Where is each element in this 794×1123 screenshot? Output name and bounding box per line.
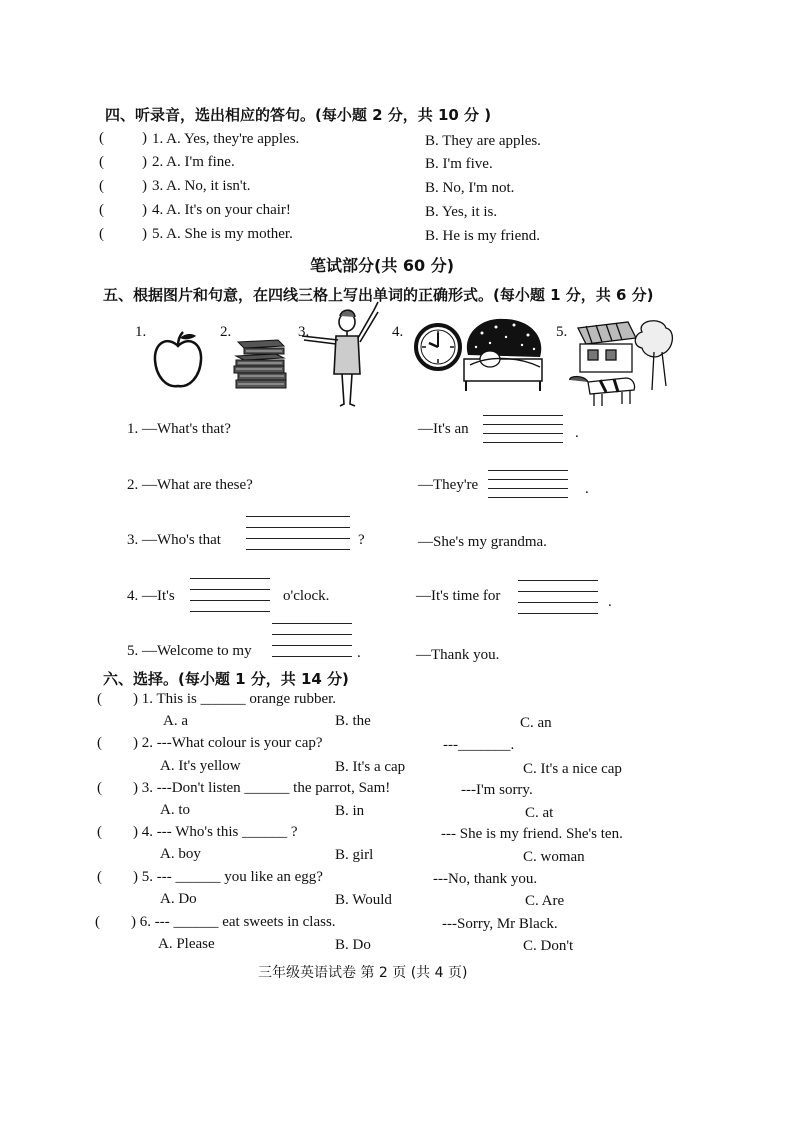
apple-picture <box>150 330 206 392</box>
picture-label: 4. <box>392 324 404 340</box>
mc-question: ) 2. ---What colour is your cap? <box>133 735 323 751</box>
q5-1-question: 1. —What's that? <box>127 421 231 437</box>
four-line-grid[interactable] <box>272 623 352 653</box>
q5-2-period: . <box>585 481 589 497</box>
four-line-grid[interactable] <box>518 580 598 610</box>
mc-response: ---Sorry, Mr Black. <box>442 916 558 932</box>
mc-option-b: B. Do <box>335 937 371 953</box>
bracket-close: ) <box>142 154 147 170</box>
mc-option-a: A. It's yellow <box>160 758 241 774</box>
q5-4-period: . <box>608 594 612 610</box>
answer-bracket[interactable]: ( <box>97 824 102 840</box>
mc-question: ) 5. --- ______ you like an egg? <box>133 869 323 885</box>
option-b: B. Yes, it is. <box>425 204 498 220</box>
mc-question: ) 6. --- ______ eat sweets in class. <box>131 914 336 930</box>
q5-5-question: 5. —Welcome to my <box>127 643 252 659</box>
answer-bracket[interactable]: ( <box>99 226 104 242</box>
mc-option-b: B. It's a cap <box>335 759 406 775</box>
q5-1-period: . <box>575 425 579 441</box>
bracket-close: ) <box>142 202 147 218</box>
farm-picture <box>566 316 678 410</box>
q5-3-answer: —She's my grandma. <box>418 534 547 550</box>
four-line-grid[interactable] <box>246 516 350 546</box>
clock-picture <box>413 322 463 372</box>
books-picture <box>232 338 292 394</box>
answer-bracket[interactable]: ( <box>97 869 102 885</box>
q5-4-question: 4. —It's <box>127 588 175 604</box>
mc-response: ---No, thank you. <box>433 871 538 887</box>
mc-question: ) 3. ---Don't listen ______ the parrot, Sam! <box>133 780 391 796</box>
option-a: 5. A. She is my mother. <box>152 226 293 242</box>
mc-option-c: C. Don't <box>523 938 574 954</box>
q5-5-period: . <box>357 645 361 661</box>
q5-1-answer-start: —It's an <box>418 421 469 437</box>
bracket-close: ) <box>142 226 147 242</box>
option-b: B. He is my friend. <box>425 228 540 244</box>
mc-option-c: C. an <box>520 715 552 731</box>
four-line-grid[interactable] <box>488 470 568 500</box>
answer-bracket[interactable]: ( <box>95 914 100 930</box>
answer-bracket[interactable]: ( <box>97 735 102 751</box>
mc-option-c: C. It's a nice cap <box>523 761 622 777</box>
four-line-grid[interactable] <box>483 415 563 445</box>
answer-bracket[interactable]: ( <box>99 202 104 218</box>
answer-bracket[interactable]: ( <box>97 691 102 707</box>
mc-option-a: A. Please <box>158 936 215 952</box>
option-a: 1. A. Yes, they're apples. <box>152 131 300 147</box>
option-a: 3. A. No, it isn't. <box>152 178 251 194</box>
mc-option-a: A. a <box>163 713 188 729</box>
mc-option-c: C. woman <box>523 849 585 865</box>
mc-option-b: B. the <box>335 713 371 729</box>
mc-option-b: B. in <box>335 803 365 819</box>
q5-3-question-mark: ? <box>358 532 365 548</box>
picture-label: 5. <box>556 324 568 340</box>
answer-bracket[interactable]: ( <box>97 780 102 796</box>
option-b: B. They are apples. <box>425 133 541 149</box>
mc-option-b: B. girl <box>335 847 374 863</box>
mc-option-b: B. Would <box>335 892 392 908</box>
mc-option-a: A. boy <box>160 846 201 862</box>
q5-4-answer-start: —It's time for <box>416 588 501 604</box>
mc-response: ---I'm sorry. <box>461 782 533 798</box>
q5-2-question: 2. —What are these? <box>127 477 253 493</box>
bracket-close: ) <box>142 178 147 194</box>
q5-5-answer: —Thank you. <box>416 647 500 663</box>
picture-label: 1. <box>135 324 147 340</box>
answer-bracket[interactable]: ( <box>99 154 104 170</box>
option-b: B. I'm five. <box>425 156 493 172</box>
mc-option-c: C. at <box>525 805 554 821</box>
bed-night-picture <box>460 315 546 395</box>
answer-bracket[interactable]: ( <box>99 178 104 194</box>
section-6-title: 六、选择。(每小题 1 分，共 14 分) <box>103 670 349 688</box>
mc-option-c: C. Are <box>525 893 565 909</box>
mc-option-a: A. to <box>160 802 190 818</box>
option-b: B. No, I'm not. <box>425 180 515 196</box>
mc-response: --- She is my friend. She's ten. <box>441 826 623 842</box>
option-a: 2. A. I'm fine. <box>152 154 235 170</box>
picture-label: 3. <box>298 324 310 340</box>
bracket-close: ) <box>142 130 147 146</box>
mc-option-a: A. Do <box>160 891 197 907</box>
section-4-title: 四、听录音，选出相应的答句。(每小题 2 分，共 10 分 ) <box>105 106 492 124</box>
section-5-title: 五、根据图片和句意，在四线三格上写出单词的正确形式。(每小题 1 分，共 6 分) <box>103 286 654 304</box>
q5-3-question: 3. —Who's that <box>127 532 221 548</box>
answer-bracket[interactable]: ( <box>99 130 104 146</box>
q5-4-oclock: o'clock. <box>283 588 330 604</box>
mc-response: ---_______. <box>443 737 515 753</box>
grandma-picture <box>300 300 386 410</box>
page-footer: 三年级英语试卷 第 2 页 (共 4 页) <box>258 965 468 981</box>
picture-label: 2. <box>220 324 232 340</box>
mc-question: ) 1. This is ______ orange rubber. <box>133 691 337 707</box>
written-part-title: 笔试部分(共 60 分) <box>310 256 455 275</box>
q5-2-answer-start: —They're <box>418 477 479 493</box>
option-a: 4. A. It's on your chair! <box>152 202 291 218</box>
four-line-grid[interactable] <box>190 578 270 608</box>
mc-question: ) 4. --- Who's this ______ ? <box>133 824 298 840</box>
